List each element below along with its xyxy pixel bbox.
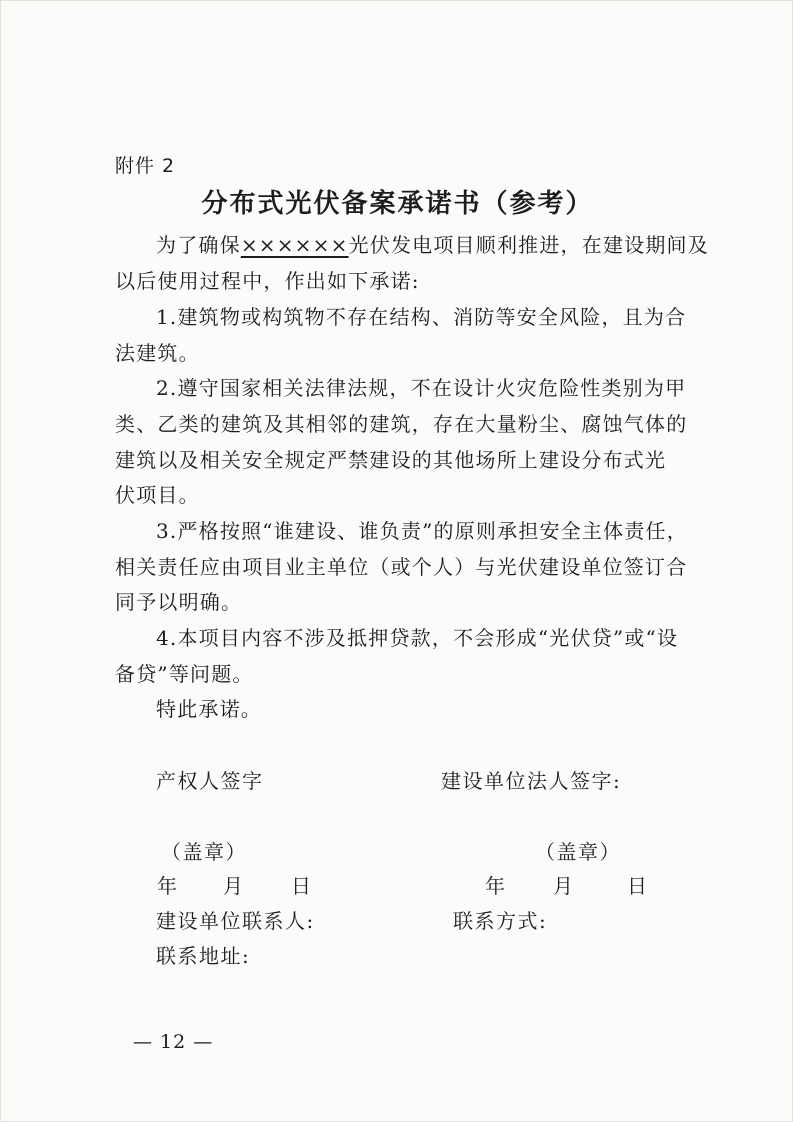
contact-address-label: 联系地址: <box>156 944 251 968</box>
owner-signature-label: 产权人签字 <box>156 769 264 793</box>
item-3-line-2: 相关责任应由项目业主单位（或个人）与光伏建设单位签订合 <box>115 555 688 579</box>
item-1-line-2: 法建筑。 <box>115 341 200 365</box>
item-4-line-2: 备贷”等问题。 <box>115 662 254 686</box>
seal-left: （盖章） <box>161 840 247 864</box>
item-3-line-1: 3.严格按照“谁建设、谁负责”的原则承担安全主体责任， <box>156 519 688 543</box>
contact-method-label: 联系方式: <box>453 909 548 933</box>
item-3-line-3: 同予以明确。 <box>115 590 243 614</box>
date-right-day: 日 <box>627 874 647 898</box>
item-2-line-4: 伏项目。 <box>115 483 200 507</box>
intro-line-2: 以后使用过程中，作出如下承诺: <box>115 269 420 293</box>
intro-prefix: 为了确保 <box>156 233 241 257</box>
date-right-year: 年 <box>485 874 505 898</box>
date-left-year: 年 <box>157 874 177 898</box>
item-4-line-1: 4.本项目内容不涉及抵押贷款，不会形成“光伏贷”或“设 <box>156 626 679 650</box>
date-left-day: 日 <box>291 874 311 898</box>
attachment-label: 附件 2 <box>115 155 176 177</box>
closing-statement: 特此承诺。 <box>156 697 262 721</box>
item-1-line-1: 1.建筑物或构筑物不存在结构、消防等安全风险，且为合 <box>156 305 687 329</box>
seal-right: （盖章） <box>535 840 621 864</box>
contact-person-label: 建设单位联系人: <box>156 909 315 933</box>
item-2-line-1: 2.遵守国家相关法律法规，不在设计火灾危险性类别为甲 <box>156 376 687 400</box>
item-2-line-3: 建筑以及相关安全规定严禁建设的其他场所上建设分布式光 <box>115 448 667 472</box>
intro-suffix: 光伏发电项目顺利推进，在建设期间及 <box>348 233 709 257</box>
item-2-line-2: 类、乙类的建筑及其相邻的建筑，存在大量粉尘、腐蚀气体的 <box>115 412 688 436</box>
document-title: 分布式光伏备案承诺书（参考） <box>201 189 594 219</box>
intro-line-1 <box>156 229 709 258</box>
page-number: — 12 — <box>133 1031 214 1053</box>
legal-rep-signature-label: 建设单位法人签字: <box>441 769 622 793</box>
project-name-placeholder: ×××××× <box>240 233 349 257</box>
date-right-month: 月 <box>553 874 573 898</box>
date-left-month: 月 <box>223 874 243 898</box>
